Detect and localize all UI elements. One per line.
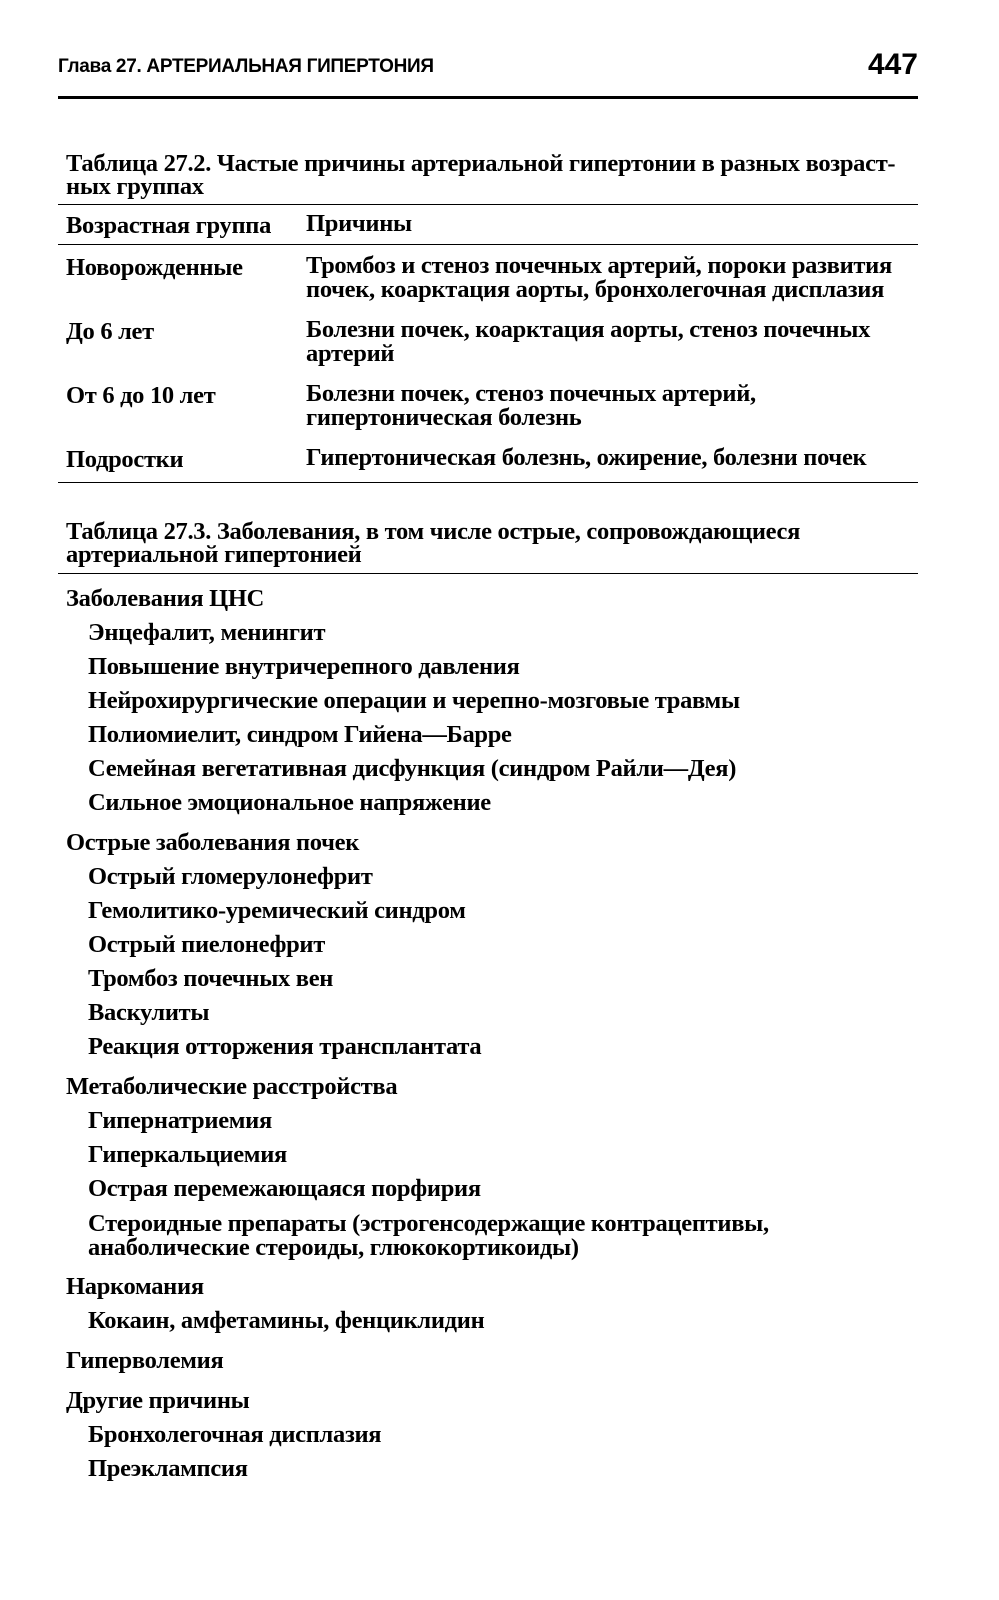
disease-group	[66, 1270, 918, 1338]
disease-group	[66, 826, 918, 1064]
list-item: Сильное эмоциональное напряжение	[88, 789, 491, 816]
cell-causes: Болезни почек, стеноз почечных артерий, гипертоническая болезнь	[306, 380, 756, 431]
list-item: Острая перемежающаяся порфирия	[88, 1175, 481, 1202]
table-27-3-top-rule	[58, 573, 918, 574]
table-27-2-label: Таблица 27.2.	[66, 150, 212, 177]
table-27-2-header-rule	[58, 244, 918, 245]
cell-causes: Гипертоническая болезнь, ожирение, болезни почек	[306, 444, 867, 471]
cell-age: До 6 лет	[66, 318, 154, 345]
table-27-2-bottom-rule	[58, 482, 918, 483]
list-item: Гипернатриемия	[88, 1107, 272, 1134]
disease-group	[66, 1070, 918, 1264]
disease-group	[66, 1384, 918, 1486]
list-item: Энцефалит, менингит	[88, 619, 326, 646]
list-item: Гемолитико-уремический синдром	[88, 897, 466, 924]
list-item: Полиомиелит, синдром Гийена—Барре	[88, 721, 512, 748]
group-title: Заболевания ЦНС	[66, 585, 265, 612]
disease-group	[66, 582, 918, 820]
list-item: Нейрохирургические операции и черепно-мозговые травмы	[88, 687, 740, 714]
running-title: Глава 27. АРТЕРИАЛЬНАЯ ГИПЕРТОНИЯ	[58, 56, 434, 77]
list-item: Бронхолегочная дисплазия	[88, 1421, 382, 1448]
list-item: Тромбоз почечных вен	[88, 965, 334, 992]
column-header-causes: Причины	[306, 210, 412, 237]
list-item: Гиперкальциемия	[88, 1141, 287, 1168]
group-title: Другие причины	[66, 1387, 250, 1414]
table-27-2-title: Частые причины артериальной гипертонии в разных возраст-ных группах	[66, 150, 896, 200]
table-27-2-caption	[66, 152, 918, 198]
cell-age: Подростки	[66, 446, 184, 473]
table-27-3-list	[66, 582, 918, 1486]
disease-group	[66, 1344, 918, 1378]
cell-causes: Болезни почек, коарктация аорты, стеноз почечных артерий	[306, 316, 871, 367]
table-27-3-title: Заболевания, в том числе острые, сопровождающиеся артериальной гипертонией	[66, 518, 801, 568]
list-item: Реакция отторжения трансплантата	[88, 1033, 482, 1060]
running-header	[58, 42, 918, 98]
list-item: Острый пиелонефрит	[88, 931, 325, 958]
list-item: Васкулиты	[88, 999, 210, 1026]
group-title: Наркомания	[66, 1273, 204, 1300]
cell-age: Новорожденные	[66, 254, 243, 281]
list-item: Преэклампсия	[88, 1455, 248, 1482]
page-number: 447	[867, 48, 918, 81]
list-item: Семейная вегетативная дисфункция (синдром Райли—Дея)	[88, 755, 737, 782]
group-title: Метаболические расстройства	[66, 1073, 398, 1100]
list-item: Стероидные препараты (эстрогенсодержащие контрацептивы, анаболические стероиды, глюкокортикоиды)	[88, 1210, 769, 1261]
group-title: Острые заболевания почек	[66, 829, 360, 856]
cell-causes: Тромбоз и стеноз почечных артерий, пороки развития почек, коарктация аорты, бронхолегочная дисплазия	[306, 252, 892, 303]
table-27-2-top-rule	[58, 204, 918, 205]
list-item: Кокаин, амфетамины, фенциклидин	[88, 1307, 485, 1334]
table-27-3-label: Таблица 27.3.	[66, 518, 212, 545]
cell-age: От 6 до 10 лет	[66, 382, 216, 409]
list-item: Острый гломерулонефрит	[88, 863, 373, 890]
table-27-3-caption	[66, 520, 918, 566]
list-item: Повышение внутричерепного давления	[88, 653, 520, 680]
header-rule	[58, 96, 918, 99]
column-header-age: Возрастная группа	[66, 212, 272, 239]
group-title: Гиперволемия	[66, 1347, 224, 1374]
